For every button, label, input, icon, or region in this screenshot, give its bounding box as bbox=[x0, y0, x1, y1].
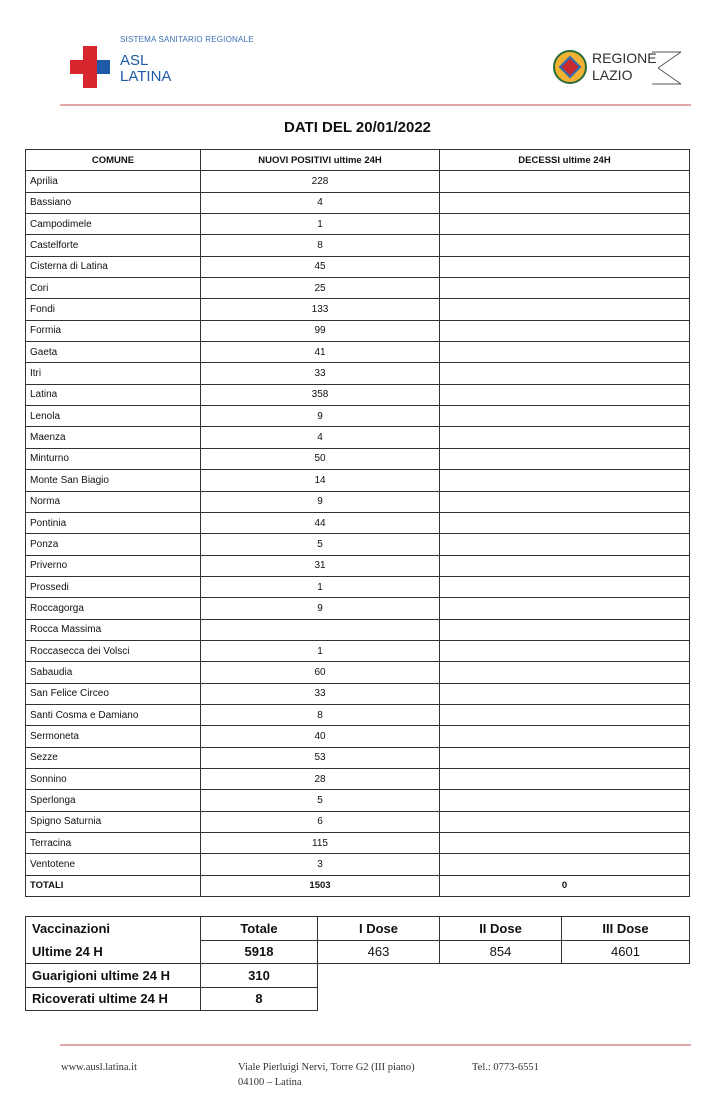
decessi-cell bbox=[440, 747, 690, 768]
footer-address-line2: 04100 – Latina bbox=[238, 1077, 302, 1088]
table-row bbox=[26, 470, 690, 491]
positivi-cell: 60 bbox=[201, 662, 440, 683]
table-row bbox=[26, 235, 690, 256]
vaccination-values-row bbox=[26, 940, 690, 964]
positivi-cell: 3 bbox=[201, 854, 440, 875]
ultime-24h-label: Ultime 24 H bbox=[26, 940, 201, 964]
vax-dose3-value: 4601 bbox=[562, 940, 690, 964]
totals-positivi: 1503 bbox=[201, 875, 440, 896]
comune-cell: Santi Cosma e Damiano bbox=[26, 704, 201, 725]
table-row bbox=[26, 640, 690, 661]
decessi-cell bbox=[440, 854, 690, 875]
positivi-cell: 133 bbox=[201, 299, 440, 320]
comune-cell: Castelforte bbox=[26, 235, 201, 256]
comune-cell: San Felice Circeo bbox=[26, 683, 201, 704]
header-decessi: DECESSI ultime 24H bbox=[440, 150, 690, 171]
vaccination-header-row bbox=[26, 917, 690, 941]
decessi-cell bbox=[440, 342, 690, 363]
table-row bbox=[26, 854, 690, 875]
table-row bbox=[26, 171, 690, 192]
positivi-cell: 45 bbox=[201, 256, 440, 277]
comune-cell: Norma bbox=[26, 491, 201, 512]
comune-cell: Cisterna di Latina bbox=[26, 256, 201, 277]
table-row bbox=[26, 320, 690, 341]
comune-cell: Roccasecca dei Volsci bbox=[26, 640, 201, 661]
decessi-cell bbox=[440, 704, 690, 725]
positivi-cell: 5 bbox=[201, 534, 440, 555]
positivi-cell: 31 bbox=[201, 555, 440, 576]
positivi-cell: 4 bbox=[201, 192, 440, 213]
region-name-line2: LAZIO bbox=[592, 67, 633, 83]
table-row bbox=[26, 512, 690, 533]
positivi-cell: 6 bbox=[201, 811, 440, 832]
decessi-cell bbox=[440, 726, 690, 747]
table-row bbox=[26, 555, 690, 576]
comune-cell: Aprilia bbox=[26, 171, 201, 192]
table-row bbox=[26, 256, 690, 277]
totals-label: TOTALI bbox=[26, 875, 201, 896]
vax-col-totale: Totale bbox=[201, 917, 318, 941]
decessi-cell bbox=[440, 683, 690, 704]
table-row bbox=[26, 342, 690, 363]
positivi-cell: 228 bbox=[201, 171, 440, 192]
decessi-cell bbox=[440, 619, 690, 640]
decessi-cell bbox=[440, 448, 690, 469]
positivi-cell: 33 bbox=[201, 683, 440, 704]
positivi-cell: 358 bbox=[201, 384, 440, 405]
ricoverati-value: 8 bbox=[201, 987, 318, 1011]
comune-cell: Spigno Saturnia bbox=[26, 811, 201, 832]
positivi-cell: 53 bbox=[201, 747, 440, 768]
table-row bbox=[26, 833, 690, 854]
comune-cell: Ventotene bbox=[26, 854, 201, 875]
positivi-cell: 8 bbox=[201, 704, 440, 725]
vax-totale-value: 5918 bbox=[201, 940, 318, 964]
table-row bbox=[26, 619, 690, 640]
ricoverati-label: Ricoverati ultime 24 H bbox=[26, 987, 201, 1011]
table-row bbox=[26, 747, 690, 768]
comune-cell: Campodimele bbox=[26, 214, 201, 235]
comune-cell: Bassiano bbox=[26, 192, 201, 213]
cases-table bbox=[25, 149, 690, 897]
table-row bbox=[26, 790, 690, 811]
decessi-cell bbox=[440, 235, 690, 256]
decessi-cell bbox=[440, 214, 690, 235]
positivi-cell: 44 bbox=[201, 512, 440, 533]
decessi-cell bbox=[440, 576, 690, 597]
comune-cell: Gaeta bbox=[26, 342, 201, 363]
table-row bbox=[26, 704, 690, 725]
table-row bbox=[26, 406, 690, 427]
regione-lazio-emblem-icon bbox=[553, 50, 587, 84]
positivi-cell: 25 bbox=[201, 278, 440, 299]
positivi-cell: 40 bbox=[201, 726, 440, 747]
totals-decessi: 0 bbox=[440, 875, 690, 896]
decessi-cell bbox=[440, 662, 690, 683]
decessi-cell bbox=[440, 406, 690, 427]
table-row bbox=[26, 192, 690, 213]
vax-col-dose1: I Dose bbox=[318, 917, 440, 941]
comune-cell: Latina bbox=[26, 384, 201, 405]
region-name-line1: REGIONE bbox=[592, 50, 657, 66]
guarigioni-value: 310 bbox=[201, 964, 318, 988]
comune-cell: Priverno bbox=[26, 555, 201, 576]
positivi-cell: 33 bbox=[201, 363, 440, 384]
asl-name-line1: ASL bbox=[120, 52, 149, 69]
footer-phone: Tel.: 0773-6551 bbox=[472, 1062, 539, 1073]
decessi-cell bbox=[440, 491, 690, 512]
guarigioni-row bbox=[26, 964, 690, 988]
footer-divider bbox=[60, 1044, 691, 1046]
comune-cell: Monte San Biagio bbox=[26, 470, 201, 491]
table-row bbox=[26, 299, 690, 320]
decessi-cell bbox=[440, 320, 690, 341]
table-row bbox=[26, 448, 690, 469]
positivi-cell: 9 bbox=[201, 598, 440, 619]
vaccination-table bbox=[25, 916, 690, 1011]
comune-cell: Sermoneta bbox=[26, 726, 201, 747]
decessi-cell bbox=[440, 555, 690, 576]
vax-dose2-value: 854 bbox=[440, 940, 562, 964]
positivi-cell: 41 bbox=[201, 342, 440, 363]
positivi-cell: 8 bbox=[201, 235, 440, 256]
vax-col-dose2: II Dose bbox=[440, 917, 562, 941]
decessi-cell bbox=[440, 768, 690, 789]
footer-address-line1: Viale Pierluigi Nervi, Torre G2 (III piano) bbox=[238, 1062, 415, 1073]
comune-cell: Minturno bbox=[26, 448, 201, 469]
asl-cross-logo-icon bbox=[70, 46, 110, 88]
positivi-cell: 115 bbox=[201, 833, 440, 854]
table-row bbox=[26, 576, 690, 597]
table-row bbox=[26, 363, 690, 384]
decessi-cell bbox=[440, 384, 690, 405]
page-title: DATI DEL 20/01/2022 bbox=[283, 119, 432, 136]
table-header-row bbox=[26, 150, 690, 171]
table-row bbox=[26, 811, 690, 832]
table-row bbox=[26, 491, 690, 512]
positivi-cell: 1 bbox=[201, 576, 440, 597]
decessi-cell bbox=[440, 470, 690, 491]
document-header bbox=[0, 0, 720, 110]
comune-cell: Terracina bbox=[26, 833, 201, 854]
decessi-cell bbox=[440, 598, 690, 619]
positivi-cell: 9 bbox=[201, 491, 440, 512]
positivi-cell: 4 bbox=[201, 427, 440, 448]
decessi-cell bbox=[440, 811, 690, 832]
table-row bbox=[26, 214, 690, 235]
table-row bbox=[26, 662, 690, 683]
table-row bbox=[26, 278, 690, 299]
decessi-cell bbox=[440, 833, 690, 854]
header-comune: COMUNE bbox=[26, 150, 201, 171]
comune-cell: Sonnino bbox=[26, 768, 201, 789]
comune-cell: Itri bbox=[26, 363, 201, 384]
asl-name-line2: LATINA bbox=[120, 68, 172, 85]
guarigioni-label: Guarigioni ultime 24 H bbox=[26, 964, 201, 988]
positivi-cell: 14 bbox=[201, 470, 440, 491]
comune-cell: Pontinia bbox=[26, 512, 201, 533]
table-row bbox=[26, 598, 690, 619]
comune-cell: Formia bbox=[26, 320, 201, 341]
table-row bbox=[26, 726, 690, 747]
decessi-cell bbox=[440, 363, 690, 384]
comune-cell: Rocca Massima bbox=[26, 619, 201, 640]
decessi-cell bbox=[440, 278, 690, 299]
decessi-cell bbox=[440, 534, 690, 555]
comune-cell: Lenola bbox=[26, 406, 201, 427]
comune-cell: Maenza bbox=[26, 427, 201, 448]
comune-cell: Sabaudia bbox=[26, 662, 201, 683]
table-row bbox=[26, 768, 690, 789]
positivi-cell: 50 bbox=[201, 448, 440, 469]
comune-cell: Fondi bbox=[26, 299, 201, 320]
comune-cell: Prossedi bbox=[26, 576, 201, 597]
comune-cell: Ponza bbox=[26, 534, 201, 555]
table-row bbox=[26, 534, 690, 555]
decessi-cell bbox=[440, 256, 690, 277]
decessi-cell bbox=[440, 790, 690, 811]
footer-website-link[interactable]: www.ausl.latina.it bbox=[61, 1062, 138, 1073]
comune-cell: Roccagorga bbox=[26, 598, 201, 619]
decessi-cell bbox=[440, 427, 690, 448]
header-nuovi-positivi: NUOVI POSITIVI ultime 24H bbox=[201, 150, 440, 171]
vax-dose1-value: 463 bbox=[318, 940, 440, 964]
decessi-cell bbox=[440, 512, 690, 533]
positivi-cell: 99 bbox=[201, 320, 440, 341]
decessi-cell bbox=[440, 299, 690, 320]
totals-row bbox=[26, 875, 690, 896]
positivi-cell: 5 bbox=[201, 790, 440, 811]
decessi-cell bbox=[440, 640, 690, 661]
decessi-cell bbox=[440, 192, 690, 213]
table-row bbox=[26, 384, 690, 405]
decessi-cell bbox=[440, 171, 690, 192]
table-row bbox=[26, 683, 690, 704]
comune-cell: Sezze bbox=[26, 747, 201, 768]
positivi-cell: 28 bbox=[201, 768, 440, 789]
positivi-cell: 9 bbox=[201, 406, 440, 427]
header-divider bbox=[60, 104, 691, 106]
asl-subtitle: SISTEMA SANITARIO REGIONALE bbox=[120, 35, 254, 44]
comune-cell: Cori bbox=[26, 278, 201, 299]
positivi-cell: 1 bbox=[201, 640, 440, 661]
table-row bbox=[26, 427, 690, 448]
vax-col-dose3: III Dose bbox=[562, 917, 690, 941]
comune-cell: Sperlonga bbox=[26, 790, 201, 811]
vaccinazioni-label: Vaccinazioni bbox=[26, 917, 201, 941]
regione-lazio-lines-icon bbox=[648, 48, 684, 88]
positivi-cell bbox=[201, 619, 440, 640]
ricoverati-row bbox=[26, 987, 690, 1011]
positivi-cell: 1 bbox=[201, 214, 440, 235]
